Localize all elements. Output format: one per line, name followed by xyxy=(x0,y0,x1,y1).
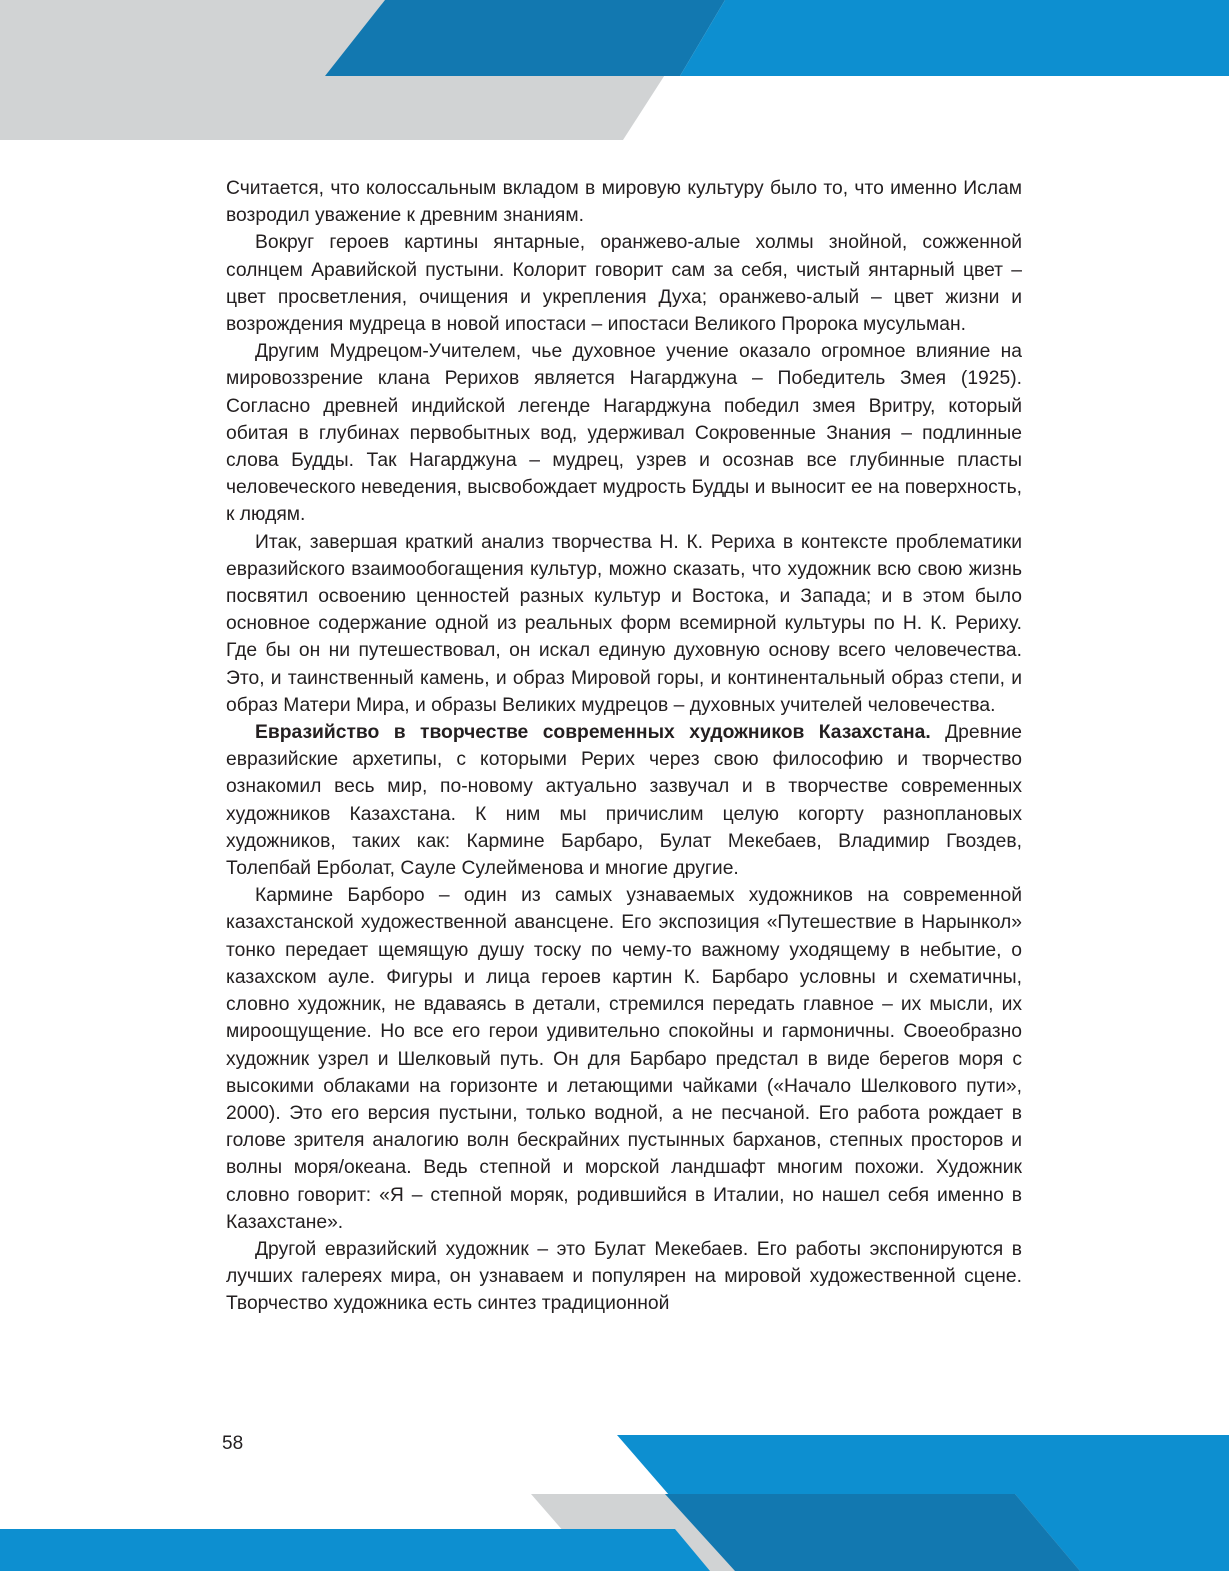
bottom-banner xyxy=(0,1435,1229,1571)
paragraph xyxy=(226,719,1022,882)
paragraph xyxy=(226,529,1022,719)
paragraph-text: Другим Мудрецом-Учителем, чье духовное учение оказало огромное влияние на мировоззрение клана Рерихов является Нагарджуна – Победитель Змея (1925). Согласно древней индийской легенде Нагарджуна победил змея Вритру, который обитая в глубинах первобытных вод, удерживал Сокровенные Знания – подлинные слова Будды. Так Нагарджуна – мудрец, узрев и осознав все глубинные пласты человеческого неведения, высвобождает мудрость Будды и выносит ее на поверхность, к людям. xyxy=(226,341,1022,526)
body-text xyxy=(226,175,1022,1318)
paragraph xyxy=(226,229,1022,338)
top-banner xyxy=(0,0,1229,140)
paragraph xyxy=(226,338,1022,528)
page-number: 58 xyxy=(222,1433,244,1454)
paragraph-text: Кармине Барборо – один из самых узнаваемых художников на современной казахстанской художественной авансцене. Его экспозиция «Путешествие в Нарынкол» тонко передает щемящую душу тоску по чему-то важному уходящему в небытие, о казахском ауле. Фигуры и лица героев картин К. Барбаро условны и схематичны, словно художник, не вдаваясь в детали, стремился передать главное – их мысли, их мироощущение. Но все его герои удивительно спокойны и гармоничны. Своеобразно художник узрел и Шелковый путь. Он для Барбаро предстал в виде берегов моря с высокими облаками на горизонте и летающими чайками («Начало Шелкового пути», 2000). Это его версия пустыни, только водной, а не песчаной. Его работа рождает в голове зрителя аналогию волн бескрайних пустынных барханов, степных просторов и волны моря/океана. Ведь степной и морской ландшафт многим похожи. Художник словно говорит: «Я – степной моряк, родившийся в Италии, но нашел себя именно в Казахстане». xyxy=(226,885,1022,1233)
top-banner-blue-shape xyxy=(680,0,1229,76)
top-banner-dark-blue-shape xyxy=(325,0,725,76)
paragraph-text: Итак, завершая краткий анализ творчества Н. К. Рериха в контексте проблематики евразийского взаимообогащения культур, можно сказать, что художник всю свою жизнь посвятил освоению ценностей разных культур и Востока, и Запада; и в этом было основное содержание одной из реальных форм всемирной культуры по Н. К. Рериху. Где бы он ни путешествовал, он искал единую духовную основу всего человечества. Это, и таинственный камень, и образ Мировой горы, и континентальный образ степи, и образ Матери Мира, и образы Великих мудрецов – духовных учителей человечества. xyxy=(226,531,1022,716)
paragraph-text: Другой евразийский художник – это Булат Мекебаев. Его работы экспонируются в лучших галереях мира, он узнаваем и популярен на мировой художественной сцене. Творчество художника есть синтез традиционной xyxy=(226,1238,1022,1315)
paragraph xyxy=(226,882,1022,1236)
paragraph-text: Древние евразийские архетипы, с которыми Рерих через свою философию и творчество ознакомил весь мир, по-новому актуально зазвучал и в творчестве современных художников Казахстана. К ним мы причислим целую когорту разноплановых художников, таких как: Кармине Барбаро, Булат Мекебаев, Владимир Гвоздев, Толепбай Ерболат, Сауле Сулейменова и многие другие. xyxy=(226,722,1022,880)
bottom-banner-dark-blue-shape xyxy=(665,1494,1080,1571)
paragraph-text: Вокруг героев картины янтарные, оранжево-алые холмы знойной, сожженной солнцем Аравийской пустыни. Колорит говорит сам за себя, чистый янтарный цвет – цвет просветления, очищения и укрепления Духа; оранжево-алый – цвет жизни и возрождения мудреца в новой ипостаси – ипостаси Великого Пророка мусульман. xyxy=(226,232,1022,336)
paragraph xyxy=(226,175,1022,229)
section-heading: Евразийство в творчестве современных художников Казахстана. xyxy=(255,722,931,744)
paragraph-text: Считается, что колоссальным вкладом в мировую культуру было то, что именно Ислам возродил уважение к древним знаниям. xyxy=(226,178,1022,227)
bottom-banner-blue-strip xyxy=(0,1529,710,1571)
paragraph xyxy=(226,1236,1022,1318)
